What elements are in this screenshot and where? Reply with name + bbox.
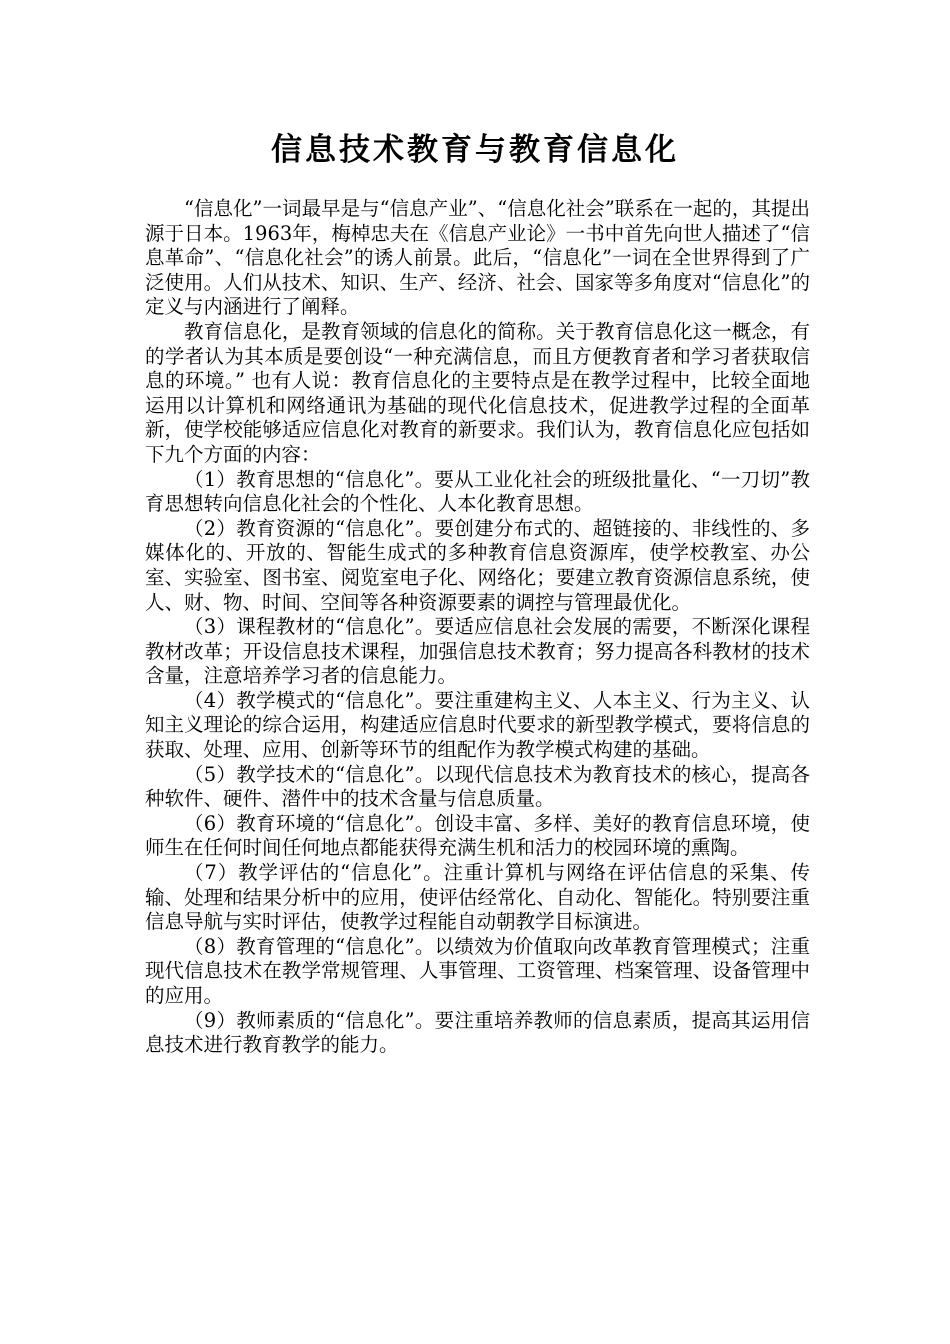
paragraph-item-2: （2）教育资源的“信息化”。要创建分布式的、超链接的、非线性的、多媒体化的、开放的、智能生成式的多种教育信息资源库，使学校教室、办公室、实验室、图书室、阅览室电子化、网络化；要建立教育资源信息系统，使人、财、物、时间、空间等各种资源要素的调控与管理最优化。: [145, 516, 810, 614]
paragraph-item-7: （7）教学评估的“信息化”。注重计算机与网络在评估信息的采集、传输、处理和结果分析中的应用，使评估经常化、自动化、智能化。特别要注重信息导航与实时评估，使教学过程能自动朝教学目标演进。: [145, 861, 810, 934]
document-body: [145, 197, 810, 1058]
paragraph-definition: 教育信息化，是教育领域的信息化的简称。关于教育信息化这一概念，有的学者认为其本质是要创设“一种充满信息，而且方便教育者和学习者获取信息的环境。” 也有人说：教育信息化的主要特点是在教学过程中，比较全面地运用以计算机和网络通讯为基础的现代化信息技术，促进教学过程的全面革新，使学校能够适应信息化对教育的新要求。我们认为，教育信息化应包括如下九个方面的内容：: [145, 319, 810, 466]
paragraph-item-5: （5）教学技术的“信息化”。以现代信息技术为教育技术的核心，提高各种软件、硬件、潜件中的技术含量与信息质量。: [145, 762, 810, 811]
paragraph-item-6: （6）教育环境的“信息化”。创设丰富、多样、美好的教育信息环境，使师生在任何时间任何地点都能获得充满生机和活力的校园环境的熏陶。: [145, 811, 810, 860]
document-title: 信息技术教育与教育信息化: [271, 132, 679, 168]
paragraph-item-4: （4）教学模式的“信息化”。要注重建构主义、人本主义、行为主义、认知主义理论的综合运用，构建适应信息时代要求的新型教学模式，要将信息的获取、处理、应用、创新等环节的组配作为教学模式构建的基础。: [145, 688, 810, 762]
paragraph-item-8: （8）教育管理的“信息化”。以绩效为价值取向改革教育管理模式；注重现代信息技术在教学常规管理、人事管理、工资管理、档案管理、设备管理中的应用。: [145, 934, 810, 1007]
paragraph-item-9: （9）教师素质的“信息化”。要注重培养教师的信息素质，提高其运用信息技术进行教育教学的能力。: [145, 1008, 810, 1057]
paragraph-intro: “信息化”一词最早是与“信息产业”、“信息化社会”联系在一起的，其提出源于日本。1963年，梅棹忠夫在《信息产业论》一书中首先向世人描述了“信息革命”、“信息化社会”的诱人前景。此后，“信息化”一词在全世界得到了广泛使用。人们从技术、知识、生产、经济、社会、国家等多角度对“信息化”的定义与内涵进行了阐释。: [145, 197, 810, 319]
paragraph-item-1: （1）教育思想的“信息化”。要从工业化社会的班级批量化、“一刀切”教育思想转向信息化社会的个性化、人本化教育思想。: [145, 467, 810, 516]
paragraph-item-3: （3）课程教材的“信息化”。要适应信息社会发展的需要，不断深化课程教材改革；开设信息技术课程，加强信息技术教育；努力提高各科教材的技术含量，注意培养学习者的信息能力。: [145, 615, 810, 688]
